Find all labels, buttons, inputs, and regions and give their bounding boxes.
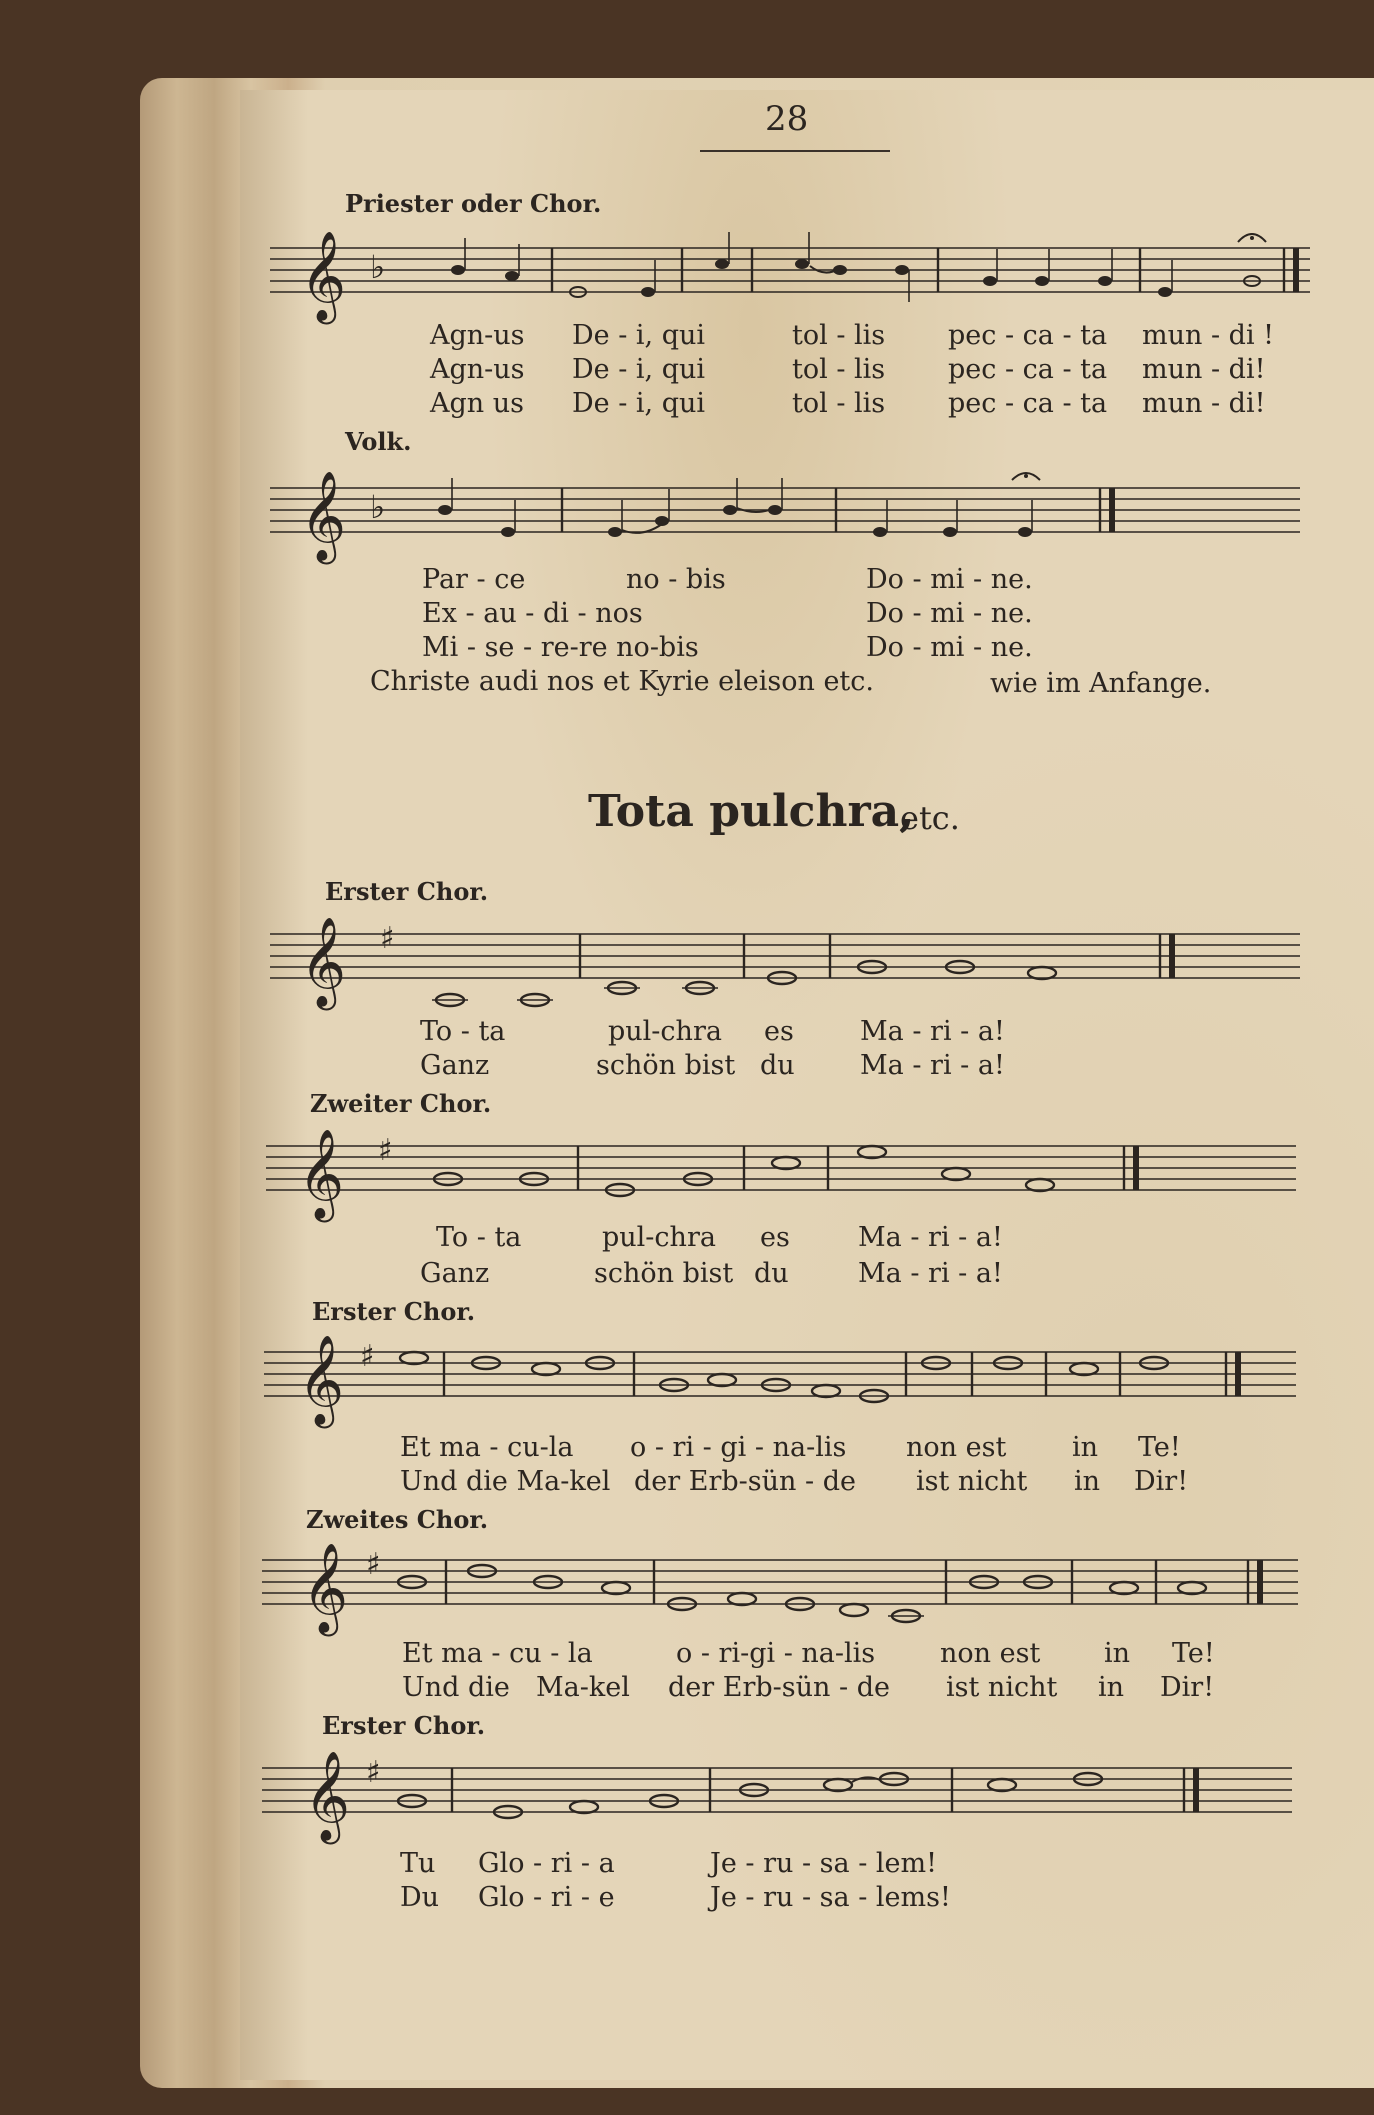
lyric: ist nicht <box>946 1672 1058 1703</box>
lyric: es <box>764 1016 794 1047</box>
lyric: du <box>754 1258 789 1289</box>
lyric: du <box>760 1050 795 1081</box>
lyric: es <box>760 1222 790 1253</box>
lyric: Agn us <box>430 388 524 419</box>
lyric: Ganz <box>420 1050 490 1081</box>
lyric: Und die Ma-kel <box>400 1466 611 1497</box>
lyric: Par - ce <box>422 564 526 595</box>
lyric: Ma - ri - a! <box>858 1222 1003 1253</box>
lyric: Do - mi - ne. <box>866 632 1033 663</box>
lyric: De - i, qui <box>572 320 706 351</box>
lyric: ist nicht <box>916 1466 1028 1497</box>
lyric: pul-chra <box>608 1016 722 1047</box>
tota-staff-3 <box>264 1336 1296 1436</box>
lyric: Dir! <box>1134 1466 1189 1497</box>
section-title: Tota pulchra, <box>588 786 915 837</box>
lyric: tol - lis <box>792 320 886 351</box>
lyric: o - ri - gi - na-lis <box>630 1432 847 1463</box>
treble-clef-icon: 𝄞 <box>300 917 347 1007</box>
lyric: Ganz <box>420 1258 490 1289</box>
lyric: mun - di ! <box>1142 320 1275 351</box>
choir-label: Erster Chor. <box>312 1297 476 1326</box>
lyric: der Erb-sün - de <box>668 1672 890 1703</box>
treble-clef-icon: 𝄞 <box>300 471 347 561</box>
choir-label: Zweites Chor. <box>306 1505 489 1534</box>
treble-clef-icon: 𝄞 <box>298 1335 345 1425</box>
section-title-suffix: etc. <box>900 799 960 837</box>
lyric: Mi - se - re-re no-bis <box>422 632 699 663</box>
flat-icon: ♭ <box>370 488 386 526</box>
closing-german: wie im Anfange. <box>990 668 1212 699</box>
lyric: o - ri-gi - na-lis <box>676 1638 876 1669</box>
tota-staff-2 <box>266 1130 1296 1230</box>
lyric: in <box>1098 1672 1125 1703</box>
lyric: pec - ca - ta <box>948 354 1108 385</box>
lyric: Et ma - cu - la <box>402 1638 593 1669</box>
sharp-icon: ♯ <box>366 1547 381 1582</box>
lyric: pec - ca - ta <box>948 320 1108 351</box>
page-number: 28 <box>765 99 809 139</box>
sharp-icon: ♯ <box>378 1133 393 1168</box>
lyric: tol - lis <box>792 354 886 385</box>
lyric: Glo - ri - e <box>478 1882 615 1913</box>
lyric: mun - di! <box>1142 354 1266 385</box>
lyric: To - ta <box>436 1222 522 1253</box>
tota-staff-4 <box>262 1544 1298 1644</box>
choir-label: Erster Chor. <box>322 1711 486 1740</box>
lyric: Et ma - cu-la <box>400 1432 574 1463</box>
choir-label: Zweiter Chor. <box>310 1089 492 1118</box>
lyric: Dir! <box>1160 1672 1215 1703</box>
lyric: Glo - ri - a <box>478 1848 615 1879</box>
page-number-rule <box>700 150 890 152</box>
lyric: Te! <box>1172 1638 1215 1669</box>
lyric: Do - mi - ne. <box>866 598 1033 629</box>
sharp-icon: ♯ <box>360 1339 375 1374</box>
lyric: in <box>1074 1466 1101 1497</box>
treble-clef-icon: 𝄞 <box>300 231 347 321</box>
sharp-icon: ♯ <box>366 1755 381 1790</box>
sharp-icon: ♯ <box>380 921 395 956</box>
lyric: in <box>1072 1432 1099 1463</box>
lyric: schön bist <box>594 1258 734 1289</box>
closing-latin: Christe audi nos et Kyrie eleison etc. <box>370 666 874 697</box>
lyric: Und die <box>402 1672 510 1703</box>
lyric: Je - ru - sa - lem! <box>710 1848 937 1879</box>
lyric: Ex - au - di - nos <box>422 598 643 629</box>
lyric: Ma - ri - a! <box>860 1050 1005 1081</box>
lyric: pul-chra <box>602 1222 716 1253</box>
lyric: no - bis <box>626 564 726 595</box>
lyric: Tu <box>400 1848 436 1879</box>
lyric: To - ta <box>420 1016 506 1047</box>
treble-clef-icon: 𝄞 <box>304 1751 351 1841</box>
tota-staff-1 <box>270 918 1300 1018</box>
lyric: non est <box>906 1432 1007 1463</box>
lyric: pec - ca - ta <box>948 388 1108 419</box>
tota-staff-5 <box>262 1752 1292 1852</box>
staff-lines <box>270 248 1310 292</box>
choir-label: Erster Chor. <box>325 877 489 906</box>
lyric: De - i, qui <box>572 388 706 419</box>
lyric: Agn-us <box>430 354 525 385</box>
lyric: schön bist <box>596 1050 736 1081</box>
lyric: mun - di! <box>1142 388 1266 419</box>
people-label: Volk. <box>345 427 412 456</box>
lyric: Ma-kel <box>536 1672 630 1703</box>
lyric: Te! <box>1138 1432 1181 1463</box>
people-staff <box>270 464 1300 574</box>
lyric: Agn-us <box>430 320 525 351</box>
priest-label: Priester oder Chor. <box>345 189 602 218</box>
flat-icon: ♭ <box>370 248 386 286</box>
lyric: der Erb-sün - de <box>634 1466 856 1497</box>
lyric: non est <box>940 1638 1041 1669</box>
lyric: Do - mi - ne. <box>866 564 1033 595</box>
lyric: tol - lis <box>792 388 886 419</box>
lyric: Je - ru - sa - lems! <box>710 1882 951 1913</box>
lyric: in <box>1104 1638 1131 1669</box>
lyric: Ma - ri - a! <box>860 1016 1005 1047</box>
lyric: Ma - ri - a! <box>858 1258 1003 1289</box>
lyric: De - i, qui <box>572 354 706 385</box>
treble-clef-icon: 𝄞 <box>302 1543 349 1633</box>
treble-clef-icon: 𝄞 <box>298 1129 345 1219</box>
lyric: Du <box>400 1882 440 1913</box>
